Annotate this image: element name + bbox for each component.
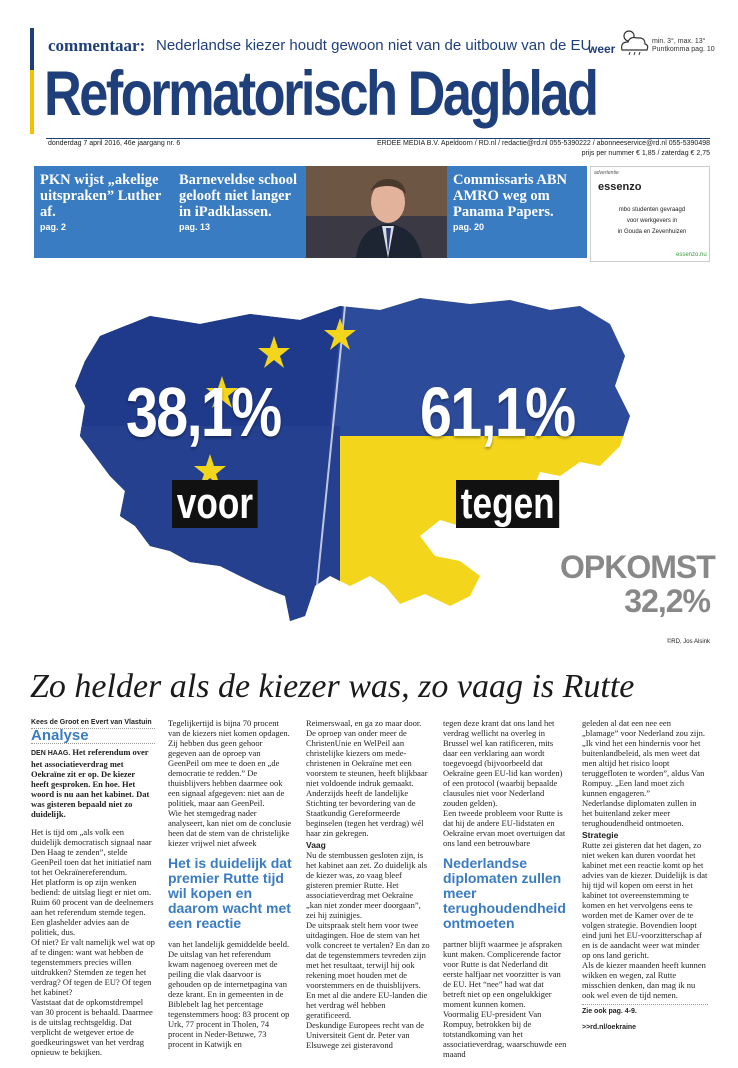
paragraph: Het is tijd om „als volk een duidelijk democratisch signaal naar Den Haag te zenden”, stelde GeenPeil toen dat het initiatief nam tot het Oekraïnereferendum. <box>31 827 152 877</box>
paragraph: Het platform is op zijn wenken bediend: de uitslag liegt er niet om. Ruim 60 procent van de deelnemers aan het referendum stemde tegen. Een glashelder advies aan de politiek, dus. <box>31 877 154 937</box>
paragraph: Wie het stemgedrag nader analyseert, kan niet om de conclusie heen dat de stem van de christelijke kiezer vrijwel niet afweek <box>168 808 292 848</box>
byline: Kees de Groot en Evert van Vlastuin <box>31 719 152 726</box>
opkomst-percentage: 32,2% <box>624 583 710 619</box>
price-line: prijs per nummer € 1,85 / zaterdag € 2,75 <box>581 150 710 157</box>
subheading: Vaag <box>306 840 326 850</box>
paragraph: Een tweede probleem voor Rutte is dat hij de andere EU-lidstaten en Oekraïne ervan moet overtuigen dat ons land een betrouwbare <box>443 808 566 848</box>
article-column-3 <box>306 718 430 1050</box>
opkomst <box>560 549 715 619</box>
weather-page: Puntkomma pag. 10 <box>652 46 715 53</box>
paragraph: Reimerswaal, en ga zo maar door. <box>306 718 422 728</box>
graphic-credit: ©RD, Jos Alsink <box>666 639 710 645</box>
weather-label: weer <box>588 42 616 56</box>
weather-details <box>652 38 715 54</box>
masthead-title: Reformatorisch Dagblad <box>44 59 597 129</box>
masthead-rule <box>46 138 710 139</box>
teaser-barneveld[interactable] <box>173 166 306 258</box>
ad-text <box>600 205 704 238</box>
ad-text-line: voor werkgevers in <box>626 218 678 224</box>
paragraph: Als de kiezer maanden heeft kunnen wikken en wegen, zal Rutte misschien denken, dan mag ik nu ook wel even de tijd nemen. <box>582 960 706 1000</box>
paragraph: Tegelijkertijd is bijna 70 procent van de kiezers niet komen opdagen. Zij hebben dus geen gehoor gegeven aan de oproep van GeenPeil om mee te doen en „de democratie te redden.” De thuisblijvers hebben daarmee ook een signaal afgegeven: niet aan de politiek, maar aan GeenPeil. <box>168 718 290 808</box>
opkomst-label: OPKOMST <box>560 549 715 585</box>
paragraph: Voormalig EU-president Van Rompuy, betrokken bij de totstandkoming van het associatieverdrag, waarschuwde een maand <box>443 1009 567 1059</box>
teaser-page: pag. 13 <box>179 222 211 232</box>
dateline: donderdag 7 april 2016, 46e jaargang nr. 6 <box>48 140 181 147</box>
paragraph: tegen deze krant dat ons land het verdrag wellicht na overleg in Brussel wel kan ratificeren, mits daar een verklaring aan wordt toegevoegd (bijvoorbeeld dat Oekraïne geen EU-lid kan worden) of een protocol (waarbij bepaalde clausules niet voor Nederland zouden gelden). <box>443 718 563 808</box>
lead-text: Het referendum over het associatieverdrag met Oekraïne zit er op. De kiezer heeft gesproken. En hoe. Het woord is nu aan het kabinet. Dat was gisteren bepaald niet zo duidelijk. <box>31 747 150 819</box>
weather-cloud-icon <box>618 28 650 56</box>
paragraph: van het landelijk gemiddelde beeld. De uitslag van het referendum kwam nagenoeg overeen met de peiling die vlak daarvoor is gehouden op de internetpagina van deze krant. En in gemeenten in de Biblebelt lag het percentage tegenstemmers hoog: 83 procent op Urk, 77 procent in Tholen, 74 procent in Neder-Betuwe, 73 procent in Katwijk en <box>168 939 290 1049</box>
voor-label: voor <box>172 480 258 528</box>
voor-percentage: 38,1% <box>126 373 281 451</box>
teaser-page: pag. 2 <box>40 222 67 232</box>
ad-url[interactable]: essenzo.nu <box>676 252 707 258</box>
masthead-accent-bar-blue <box>30 28 34 70</box>
online-link[interactable]: >>rd.nl/oekraine <box>582 1024 637 1031</box>
subheading: Strategie <box>582 830 619 840</box>
paragraph: Nu de stembussen gesloten zijn, is het kabinet aan zet. Zo duidelijk als de kiezer was, zo vaag bleef gisteren premier Rutte. Het associatieverdrag met Oekraïne „kan niet zonder meer doorgaan”, zei hij zuinigjes. <box>306 850 428 920</box>
paragraph: Vaststaat dat de opkomstdrempel van 30 procent is behaald. Daarmee is de uitslag rechtsgeldig. Dat verplicht de wetgever ertoe de goedkeuringswet van het verdrag opnieuw te bekijken. <box>31 997 153 1057</box>
article-column-1 <box>31 718 155 1057</box>
commentaar-text[interactable]: Nederlandse kiezer houdt gewoon niet van de uitbouw van de EU. <box>156 37 596 54</box>
pull-quote: Nederlandse diplomaten zullen meer terughoudendheid ontmoeten <box>443 855 566 931</box>
commentaar-label: commentaar: <box>48 36 146 55</box>
teaser-abn-amro[interactable] <box>447 166 587 258</box>
ad-label: advertentie <box>594 170 619 176</box>
ad-logo: essenzo <box>598 181 642 193</box>
paragraph: De oproep van onder meer de ChristenUnie en WelPeil aan christelijke kiezers om mede-christenen in Oekraïne met een voorstem te steunen, heeft blijkbaar niet voldoende indruk gemaakt. Anderzijds heeft de landelijke Stichting ter bevordering van de Staatkundig Gereformeerde beginselen (tegen het verdrag) wél haar zin gekregen. <box>306 728 428 838</box>
see-also[interactable]: Zie ook pag. 4-9. <box>582 1004 708 1017</box>
tegen-percentage: 61,1% <box>420 373 575 451</box>
paragraph: Nederlandse diplomaten zullen in het buitenland zeker meer terughoudendheid ontmoeten. <box>582 798 697 828</box>
teaser-pkn[interactable] <box>34 166 184 258</box>
portrait-image <box>306 166 447 258</box>
teaser-page: pag. 20 <box>453 222 485 232</box>
paragraph: geleden al dat een nee een „blamage” voor Nederland zou zijn. „Ik vind het een hindernis voor het buitenlandbeleid, als men weet dat men altijd het risico loopt teruggefloten te worden”, aldus Van Rompuy. „Een land moet zich kunnen engageren.” <box>582 718 705 798</box>
article-column-5 <box>582 718 708 1033</box>
article-column-4 <box>443 718 567 1059</box>
paragraph: partner blijft waarmee je afspraken kunt maken. Complicerende factor voor Rutte is dat Nederland dit eerste halfjaar net voorzitter is van de EU. Het “nee” had wat dat betreft niet op een ongelukkiger moment kunnen komen. <box>443 939 562 1009</box>
teaser-title: Barneveldse school gelooft niet langer in iPadklassen. <box>179 172 298 220</box>
paragraph: Of niet? Er valt namelijk wel wat op af te dingen: want wat hebben de tegenstemmers precies willen uitdrukken? Stemden ze tegen het verdrag? Of tegen de EU? Of tegen het kabinet? <box>31 937 155 997</box>
paragraph: Rutte zei gisteren dat het dagen, zo niet weken kan duren voordat het kabinet met een reactie komt op het advies van de kiezer. Duidelijk is dat hij tijd wil kopen om eerst in het kabinet tot overeenstemming te komen en het vervolgens eens te worden met de Kamer over de te volgen strategie. Bovendien loopt eind juni het EU-voorzitterschap af en is de aandacht weer wat minder op ons land gericht. <box>582 840 708 960</box>
ad-text-line: mbo studenten gevraagd <box>618 207 686 213</box>
contact-line: ERDEE MEDIA B.V. Apeldoorn / RD.nl / redactie@rd.nl 055-5390222 / abonneeservice@rd.nl 055-5390498 <box>376 140 710 147</box>
tegen-label: tegen <box>456 480 559 528</box>
paragraph: De uitspraak stelt hem voor twee uitdagingen. Hoe de stem van het volk concreet te vertalen? En dan zo dat de tegenstemmers tevreden zijn met het resultaat, terwijl hij ook rekening moet houden met de voorstemmers en de thuisblijvers. En met al die andere EU-landen die het verdrag wél hebben geratificeerd. <box>306 920 430 1020</box>
paragraph: Deskundige Europees recht van de Universiteit Gent dr. Peter van Elsuwege zei gisteravond <box>306 1020 425 1050</box>
teaser-title: Commissaris ABN AMRO weg om Panama Papers. <box>453 172 567 220</box>
weather-temp: min. 3°, max. 13° <box>652 38 706 45</box>
ukraine-map-graphic <box>40 276 640 636</box>
lead-place: DEN HAAG. <box>31 750 71 757</box>
article-column-2 <box>168 718 292 1049</box>
kicker-analyse: Analyse <box>31 728 155 744</box>
teaser-title: PKN wijst „akelige uitspraken” Luther af. <box>40 172 161 220</box>
rutte-photo[interactable] <box>306 166 447 258</box>
ad-text-line: in Gouda en Zevenhuizen <box>617 229 687 235</box>
article-headline[interactable]: Zo helder als de kiezer was, zo vaag is Rutte <box>30 668 635 705</box>
pull-quote: Het is duidelijk dat premier Rutte tijd wil kopen en daarom wacht met een reactie <box>168 855 292 931</box>
